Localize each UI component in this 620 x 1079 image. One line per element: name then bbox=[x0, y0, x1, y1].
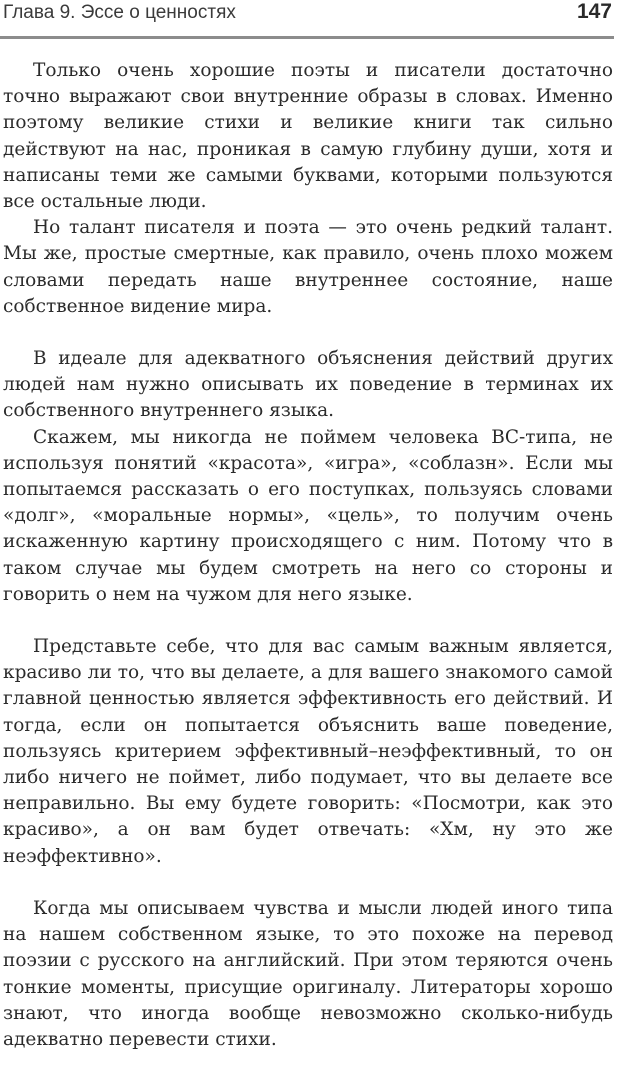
paragraph-5: Представьте себе, что для вас самым важным является, красиво ли то, что вы делаете, а для вашего знакомого самой главной ценностью является эффективность его действий. И тогда, если он попытается объяснить ваше поведение, пользуясь критерием эффективный–неэффективный, то он либо ничего не поймет, либо подумает, что вы делаете все неправильно. Вы ему будете говорить: «Посмотри, как это красиво», а он вам будет отвечать: «Хм, ну это же неэффективно». bbox=[3, 636, 613, 867]
running-header bbox=[0, 0, 614, 39]
paragraph-3: В идеале для адекватного объяснения действий других людей нам нужно описывать их поведение в терминах их собственного внутреннего языка. bbox=[3, 348, 613, 422]
paragraph-6: Когда мы описываем чувства и мысли людей иного типа на нашем собственном языке, то это похоже на перевод поэзии с русского на английский. При этом теряются очень тонкие моменты, присущие оригиналу. Литераторы хорошо знают, что иногда вообще невозможно сколько-нибудь адекватно перевести стихи. bbox=[3, 897, 613, 1050]
page-number: 147 bbox=[576, 0, 612, 23]
paragraph-4: Скажем, мы никогда не поймем человека ВС-типа, не используя понятий «красота», «игра», «соблазн». Если мы попытаемся рассказать о его поступках, пользуясь словами «долг», «моральные нормы», «цель», то получим очень искаженную картину происходящего с ним. Потому что в таком случае мы будем смотреть на него со стороны и говорить о нем на чужом для него языке. bbox=[3, 426, 613, 605]
chapter-title: Глава 9. Эссе о ценностях bbox=[3, 2, 236, 23]
paragraph-1: Только очень хорошие поэты и писатели достаточно точно выражают свои внутренние образы в словах. Именно поэтому великие стихи и великие книги так сильно действуют на нас, проникая в самую глубину души, хотя и написаны теми же самыми буквами, которыми пользуются все остальные люди. bbox=[3, 60, 613, 213]
body-text bbox=[3, 58, 613, 1053]
paragraph-2: Но талант писателя и поэта — это очень редкий талант. Мы же, простые смертные, как правило, очень плохо можем словами передать наше внутреннее состояние, наше собственное видение мира. bbox=[3, 217, 613, 317]
